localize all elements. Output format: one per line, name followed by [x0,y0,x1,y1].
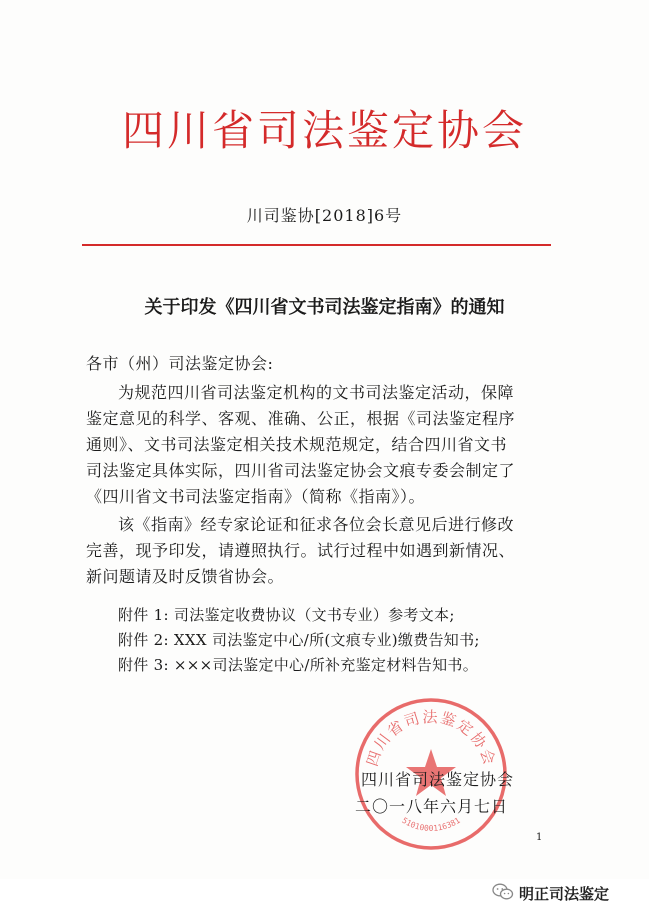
red-divider [82,244,551,246]
paragraph-line: 该《指南》经专家论证和征求各位会长意见后进行修改 [118,515,515,534]
paragraph-line: 完善，现予印发，请遵照执行。试行过程中如遇到新情况、 [86,541,516,560]
paragraph-line: 通则》、文书司法鉴定相关技术规范规定，结合四川省文书 [86,435,508,454]
signature-date: 二〇一八年六月七日 [355,797,509,816]
org-title: 四川省司法鉴定协会 [121,106,527,155]
attachment-item: 附件 3: ×××司法鉴定中心/所补充鉴定材料告知书。 [118,656,478,674]
salutation: 各市（州）司法鉴定协会: [86,354,274,373]
paragraph-line: 为规范四川省司法鉴定机构的文书司法鉴定活动，保障 [118,383,515,402]
paragraph-line: 司法鉴定具体实际，四川省司法鉴定协会文痕专委会制定了 [86,461,516,480]
signature-org: 四川省司法鉴定协会 [361,770,515,789]
attachment-item: 附件 2: XXX 司法鉴定中心/所(文痕专业)缴费告知书; [118,631,480,649]
attachment-item: 附件 1: 司法鉴定收费协议（文书专业）参考文本; [118,606,455,624]
paragraph-line: 鉴定意见的科学、客观、准确、公正，根据《司法鉴定程序 [86,409,516,428]
wechat-icon [492,883,514,901]
page-number: 1 [536,832,543,843]
paragraph-line: 新问题请及时反馈省协会。 [86,567,285,586]
seal-code: 5101000116381 [400,815,462,834]
footer-brand[interactable]: 明正司法鉴定 [519,885,610,903]
notice-title: 关于印发《四川省文书司法鉴定指南》的通知 [144,297,505,318]
seal-arc-text: 四川省司法鉴定协会 [362,708,500,769]
paragraph-line: 《四川省文书司法鉴定指南》（简称《指南》）。 [86,487,426,506]
svg-text:5101000116381 [400,816,462,833]
doc-number: 川司鉴协[2018]6号 [246,206,403,225]
